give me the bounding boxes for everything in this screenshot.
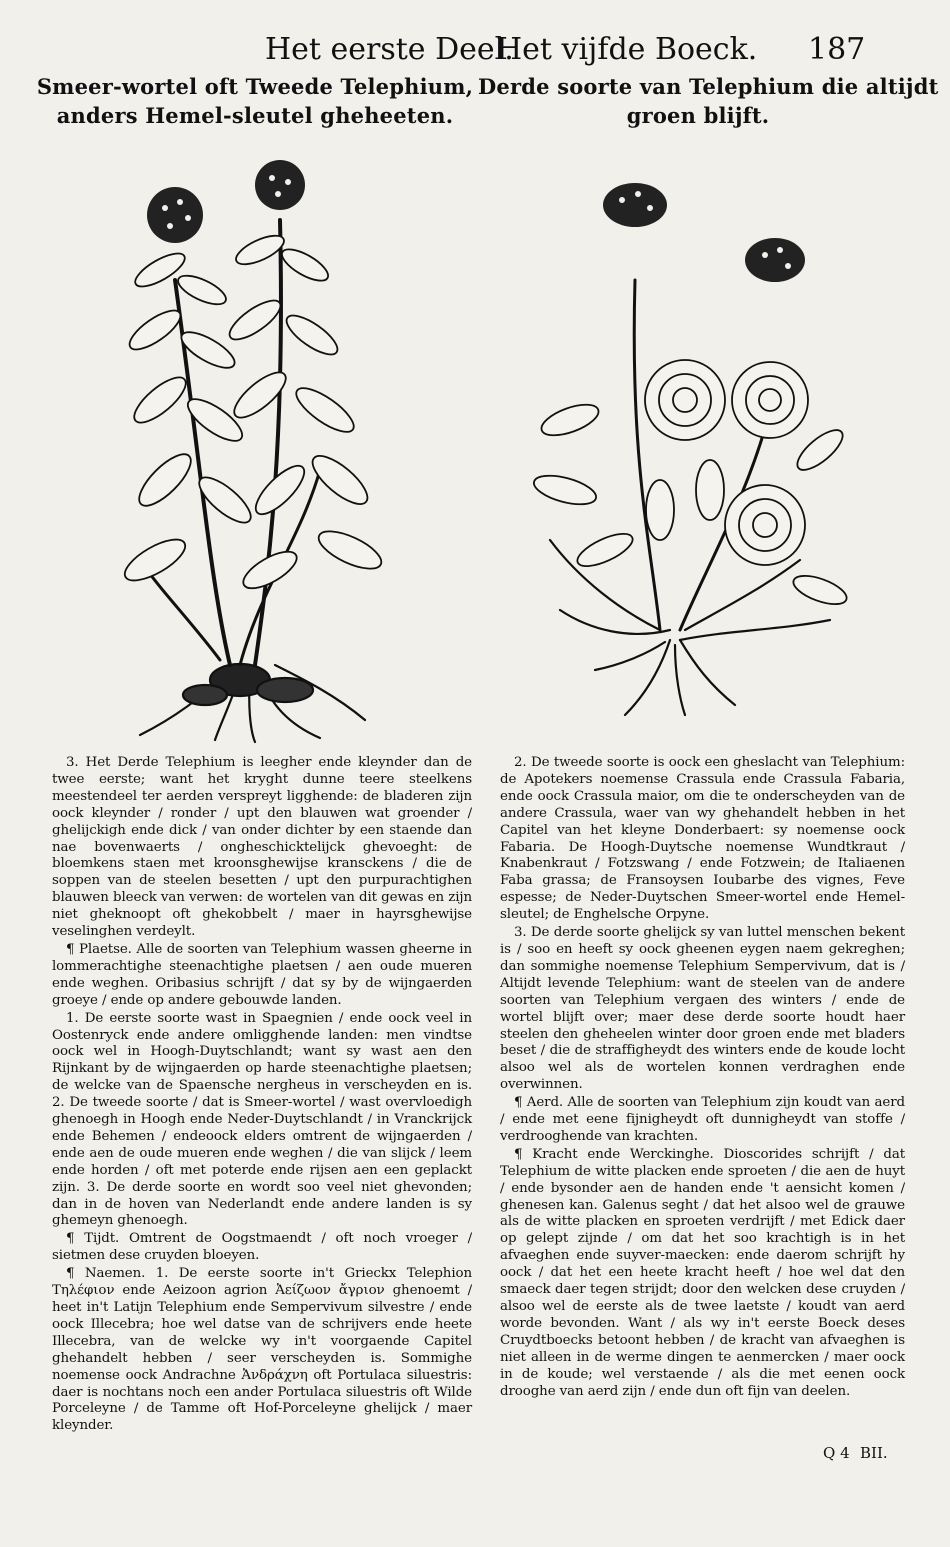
signature-mark: Q 4 <box>823 1444 850 1462</box>
running-head-book: Het vijfde Boeck. <box>496 32 758 67</box>
right-text-column <box>500 755 905 1400</box>
running-head <box>0 30 950 70</box>
right-title-line-2: groen blijft. <box>626 103 770 128</box>
paragraph: ¶ Plaetse. Alle de soorten van Telephium wassen gheerne in lommerachtighe steenachtighe plaetsen / aen oude mueren ende weghen. Oribasius schrijft / dat sy by de wijngaerden groeye / ende op andere gebouwde landen. <box>52 941 472 1008</box>
running-head-part: Het eerste Deel. <box>265 32 514 67</box>
right-title-line-1: Derde soorte van Telephium die altijdt <box>478 74 939 99</box>
left-text-column <box>52 755 472 1435</box>
paragraph: 3. De derde soorte ghelijck sy van luttel menschen bekent is / soo en heeft sy oock gheenen eygen naem gekreghen; dan sommighe noemense Telephium Sempervivum, dat is / Altijdt levende Telephium: want de steelen van de andere soorten van Telephium vergaen des winters / ende de wortel blijft over; maer dese derde soorte houdt haer steelen den gheheelen winter door groen ende met bladers beset / die de straffigheydt des winters ende de koude locht alsoo wel als de wortelen konnen verdraghen ende overwinnen. <box>500 925 905 1093</box>
paragraph: ¶ Aerd. Alle de soorten van Telephium zijn koudt van aerd / ende met eene fijnigheydt oft dunnigheydt van stoffe / verdrooghende van krachten. <box>500 1095 905 1144</box>
paragraph: ¶ Naemen. 1. De eerste soorte in't Grieckx Telephion Τηλέφιον ende Aeizoon agrion Ἀείζωον ἄγριον ghenoemt / heet in't Latijn Telephium ende Sempervivum silvestre / ende oock Illecebra; hoe wel datse van de schrijvers ende heete Illecebra, van de welcke wy in't voorgaende Capitel ghehandelt hebben / seer verscheyden is. Sommighe noemense oock Andrachne Ἀνδράχνη oft Portulaca siluestris: daer is nochtans noch een ander Portulaca siluestris oft Wilde Porceleyne / de Tamme oft Hof-Porceleyne ghelijck / maer kleynder. <box>52 1266 472 1434</box>
right-plant-title <box>478 72 939 130</box>
left-plant-title <box>35 72 475 130</box>
paragraph: ¶ Tijdt. Omtrent de Oogstmaendt / oft noch vroeger / sietmen dese cruyden bloeyen. <box>52 1231 472 1264</box>
paragraph: 1. De eerste soorte wast in Spaegnien / ende oock veel in Oostenryck ende andere omligghende landen: men vindtse oock wel in Hoogh-Duytschlandt; want sy wast aen den Rijnkant by de wijngaerden op harde steenachtighe plaetsen; de welcke van de Spaensche nergheus in verscheyden en is. 2. De tweede soorte / dat is Smeer-wortel / wast overvloedigh ghenoegh in Hoogh ende Neder-Duytschlandt / in Vranckrijck ende Behemen / endeoock elders omtrent de wijngaerden / ende aen de oude mueren ende weghen / die van slijck / leem ende horden / oft met poterde ende rijsen aen een geplackt zijn. 3. De derde soorte en wordt soo veel niet ghevonden; dan in de hoven van Nederlandt ende andere landen is sy ghemeyn ghenoegh. <box>52 1010 472 1229</box>
left-title-line-2: anders Hemel-sleutel gheheeten. <box>56 103 454 128</box>
left-title-line-1: Smeer-wortel oft Tweede Telephium, <box>36 74 474 99</box>
paragraph: 2. De tweede soorte is oock een gheslacht van Telephium: de Apotekers noemense Crassula ende Crassula Fabaria, ende oock Crassula maior, om die te onderscheyden van de andere Crassula, waer van wy ghehandelt hebben in het Capitel van het kleyne Donderbaert: sy noemense oock Fabaria. De Hoogh-Duytsche noemense Wundtkraut / Knabenkraut / Fotzswang / ende Fotzwein; de Italiaenen Faba grassa; de Fransoysen Ioubarbe des vignes, Feve espesse; de Neder-Duytschen Smeer-wortel ende Hemel-sleutel; de Enghelsche Orpyne. <box>500 755 905 923</box>
page-number: 187 <box>808 32 866 67</box>
paragraph: 3. Het Derde Telephium is leegher ende kleynder dan de twee eerste; want het kryght dunne teere steelkens meestendeel ter aerden verspreyt ligghende: de bladeren zijn oock kleynder / ronder / upt den blauwen wat groender / ghelijckigh ende dick / van onder dichter by een staende dan nae bovenwaerts / ongheschicktelijck ghevoeght: de bloemkens staen met kroonsghewijse kransckens / die de soppen van de steelen besetten / upt den purpurachtighen blauwen bleeck van verwen: de wortelen van dit gewas en zijn niet gheknoopt oft ghekobbelt / maer in hayrsghewijse veselinghen verdeylt. <box>52 755 472 940</box>
smeer-wortel-woodcut <box>120 160 400 745</box>
paragraph: ¶ Kracht ende Werckinghe. Dioscorides schrijft / dat Telephium de witte placken ende sproeten / die aen de huyt / ende bysonder aen de handen ende 't aensicht komen / ghenesen kan. Galenus seght / dat het alsoo wel de grauwe als de witte placken en sproeten verdrijft / met Edick daer op gelept zijnde / om dat het soo krachtigh is in het afvaeghen ende suyver-maecken: ende daerom schrijft hy oock / dat het een heete kracht heeft / hoe wel dat den smaeck daer tegen strijdt; door den welcken dese cruyden / alsoo wel de eerste als de twee laetste / koudt van aerd worde bevonden. Want / als wy in't eerste Boeck deses Cruydtboecks betoont hebben / de kracht van afvaeghen is niet alleen in de werme dingen te aenmercken / maer oock in de koude; wel verstaende / als die met eenen oock drooghe van aerd zijn / ende dun oft fijn van deelen. <box>500 1146 905 1399</box>
derde-telephium-woodcut <box>510 160 855 720</box>
catchword: BII. <box>860 1444 888 1462</box>
